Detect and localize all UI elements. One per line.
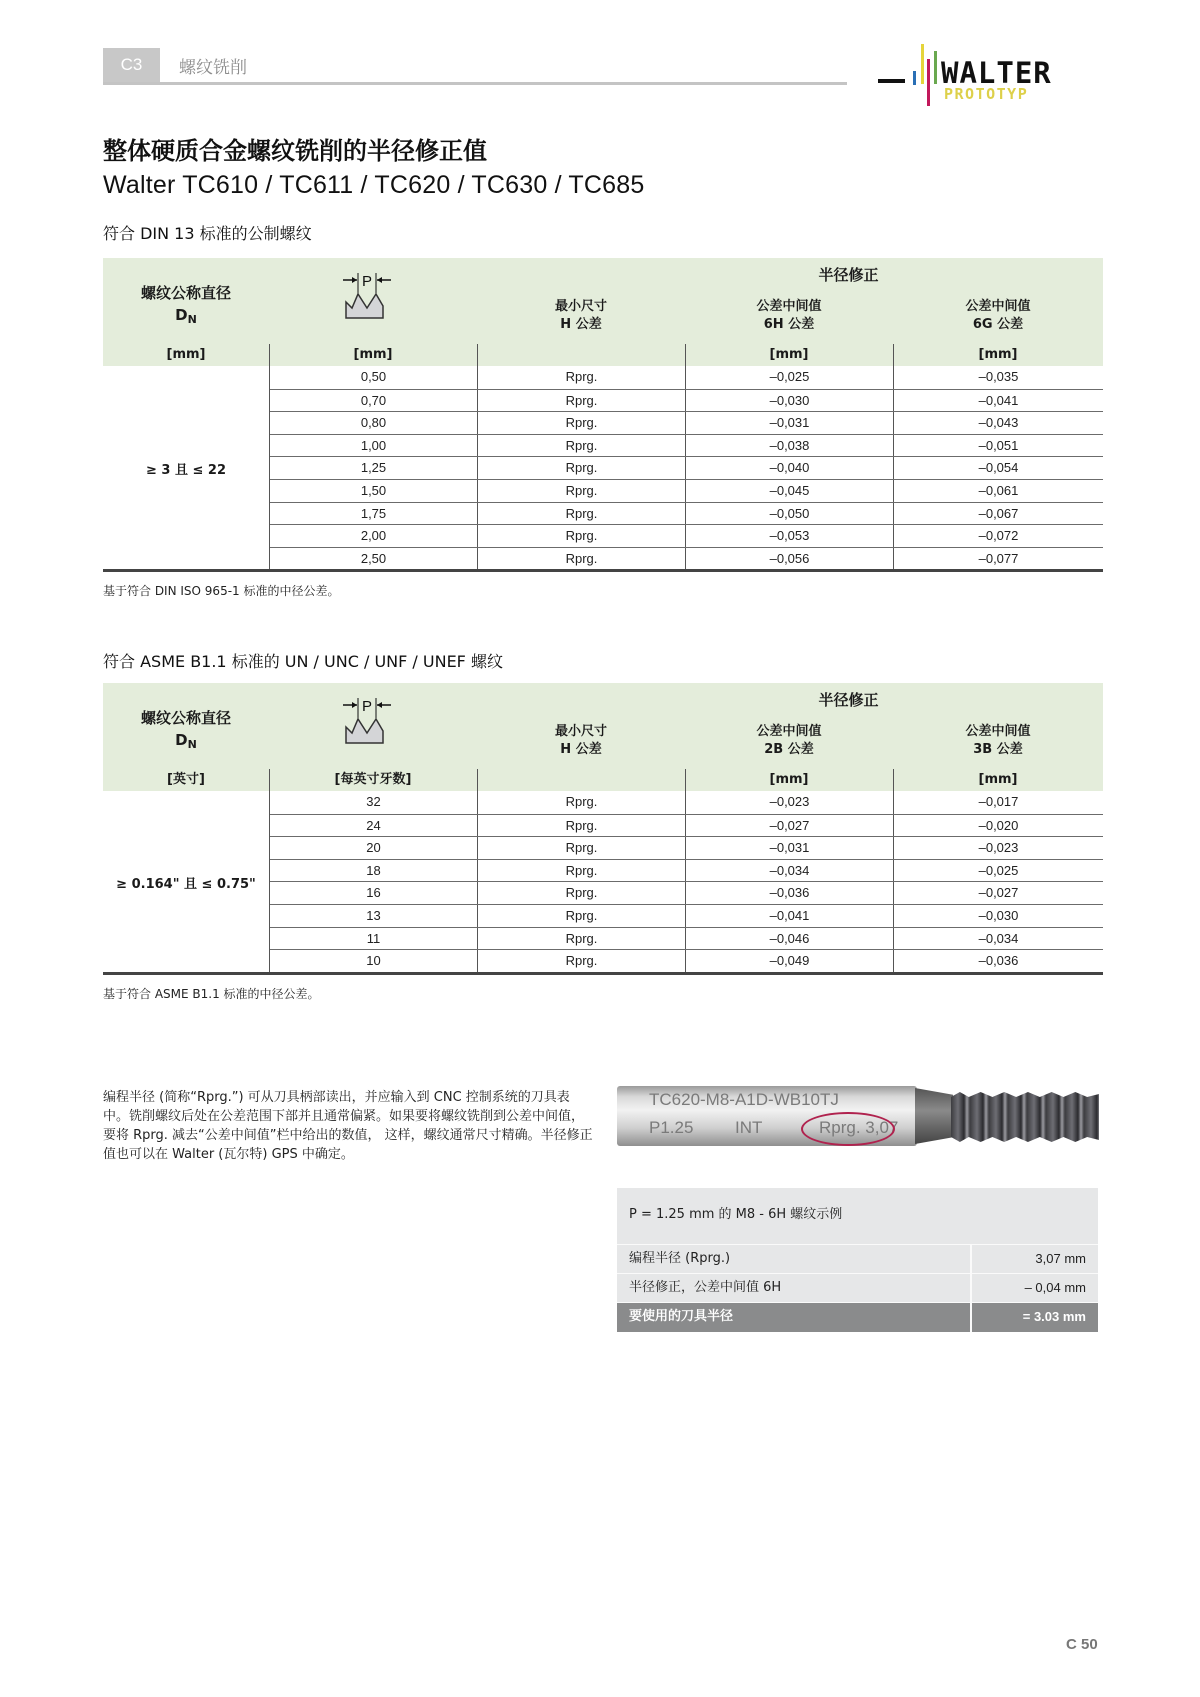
table-row: 0,70 Rprg. –0,030 –0,041 <box>270 389 1103 412</box>
col-a-unit: [mm] <box>769 347 809 362</box>
tol-mid-6h-header: 公差中间值 6H 公差 <box>756 299 822 332</box>
divider <box>893 344 894 366</box>
table-row: 1,25 Rprg. –0,040 –0,054 <box>270 456 1103 479</box>
min-size-header: 最小尺寸 H 公差 <box>554 299 607 332</box>
logo-subtext: PROTOTYP <box>944 85 1029 103</box>
asme-table-body <box>103 791 1103 975</box>
dn-symbol: $D_N$ <box>175 306 197 326</box>
dn-symbol: $D_N$ <box>175 731 197 751</box>
svg-text:P: P <box>361 273 373 290</box>
pitch-unit: [mm] <box>353 347 393 362</box>
pitch-unit: [每英寸牙数] <box>334 772 412 787</box>
thread-pitch-icon <box>341 272 393 322</box>
tol-mid-2b-header: 公差中间值 2B 公差 <box>756 724 822 757</box>
divider <box>477 769 478 791</box>
asme-section-heading: 符合 ASME B1.1 标准的 UN / UNC / UNF / UNEF 螺纹 <box>103 652 503 671</box>
din-table <box>103 258 1103 572</box>
dn-header <box>103 282 269 331</box>
divider <box>685 769 686 791</box>
logo-wordmark: WALTER <box>941 56 1052 90</box>
logo-bar-magenta <box>927 59 930 106</box>
table-row: 18 Rprg. –0,034 –0,025 <box>270 859 1103 882</box>
example-calculation-box <box>617 1188 1098 1332</box>
radius-correction-title: 半径修正 <box>818 266 879 284</box>
tool-rprg-marking: Rprg. 3,07 <box>819 1118 899 1137</box>
page-number: C 50 <box>1066 1636 1098 1653</box>
min-size-header: 最小尺寸 H 公差 <box>554 724 607 757</box>
tool-code-marking: TC620-M8-A1D-WB10TJ <box>649 1090 839 1109</box>
example-row-result: 要使用的刀具半径 = 3.03 mm <box>617 1302 1098 1332</box>
example-title: P = 1.25 mm 的 M8 - 6H 螺纹示例 <box>629 1207 843 1222</box>
chapter-title: 螺纹铣削 <box>179 58 247 78</box>
col-b-unit: [mm] <box>978 772 1018 787</box>
table-row: 2,00 Rprg. –0,053 –0,072 <box>270 524 1103 547</box>
walter-logo <box>878 44 1108 106</box>
divider <box>269 769 270 791</box>
din-table-header <box>103 258 1103 366</box>
svg-text:P: P <box>361 698 373 715</box>
table-row: 16 Rprg. –0,036 –0,027 <box>270 881 1103 904</box>
example-row-correction: 半径修正，公差中间值 6H – 0,04 mm <box>617 1273 1098 1302</box>
table-row: 11 Rprg. –0,046 –0,034 <box>270 927 1103 950</box>
table-row: 24 Rprg. –0,027 –0,020 <box>270 814 1103 837</box>
divider <box>970 1245 972 1273</box>
example-row-rprg: 编程半径 (Rprg.) 3,07 mm <box>617 1244 1098 1273</box>
divider <box>893 769 894 791</box>
thread-mill-tool-image <box>617 1084 1099 1148</box>
divider <box>970 1274 972 1302</box>
table-row: 1,75 Rprg. –0,050 –0,067 <box>270 502 1103 525</box>
dn-range-label: ≥ 0.164" 且 ≤ 0.75" <box>116 877 256 892</box>
dn-label: 螺纹公称直径 <box>140 709 231 727</box>
dn-label: 螺纹公称直径 <box>140 284 231 302</box>
logo-bar-blue <box>913 71 916 85</box>
rprg-description: 编程半径 (简称“Rprg.”) 可从刀具柄部读出，并应输入到 CNC 控制系统的刀具表中。铣削螺纹后处在公差范围下部并且通常偏紧。如果要将螺纹铣削到公差中间值，要将 Rprg. 减去“公差中间值”栏中给出的数值， 这样，螺纹通常尺寸精确。半径修正值也可以在 Walter (瓦尔特) GPS 中确定。 <box>103 1090 593 1162</box>
dn-unit: [英寸] <box>167 772 205 787</box>
asme-table-header <box>103 683 1103 791</box>
divider <box>477 344 478 366</box>
tol-mid-6g-header: 公差中间值 6G 公差 <box>965 299 1031 332</box>
logo-bar-green <box>934 51 937 84</box>
dn-unit: [mm] <box>166 347 206 362</box>
table-row: 0,50 Rprg. –0,025 –0,035 <box>270 366 1103 389</box>
chapter-code: C3 <box>103 48 160 82</box>
table-row: 10 Rprg. –0,049 –0,036 <box>270 949 1103 972</box>
table-row: 1,50 Rprg. –0,045 –0,061 <box>270 479 1103 502</box>
table-row: 32 Rprg. –0,023 –0,017 <box>270 791 1103 814</box>
divider <box>685 344 686 366</box>
asme-table <box>103 683 1103 975</box>
col-b-unit: [mm] <box>978 347 1018 362</box>
divider <box>970 1303 972 1332</box>
asme-rows <box>269 791 1103 972</box>
din-rows <box>269 366 1103 569</box>
chapter-rule <box>103 82 847 85</box>
divider <box>269 344 270 366</box>
tool-pitch-marking: P1.25 <box>649 1118 694 1137</box>
table-row: 0,80 Rprg. –0,031 –0,043 <box>270 411 1103 434</box>
dn-range-label: ≥ 3 且 ≤ 22 <box>145 463 227 478</box>
rprg-highlight-ellipse <box>801 1112 895 1146</box>
tool-neck <box>915 1088 953 1144</box>
din-table-body <box>103 366 1103 572</box>
page-subtitle: Walter TC610 / TC611 / TC620 / TC630 / TC685 <box>103 171 645 199</box>
thread-pitch-icon <box>341 697 393 747</box>
chapter-header <box>103 48 847 84</box>
page-title: 整体硬质合金螺纹铣削的半径修正值 <box>103 137 487 165</box>
table-row: 20 Rprg. –0,031 –0,023 <box>270 836 1103 859</box>
logo-dash <box>878 79 905 83</box>
logo-bar-yellow <box>921 44 924 84</box>
asme-footnote: 基于符合 ASME B1.1 标准的中径公差。 <box>103 987 320 1001</box>
table-row: 1,00 Rprg. –0,038 –0,051 <box>270 434 1103 457</box>
radius-correction-title: 半径修正 <box>818 691 879 709</box>
table-row: 13 Rprg. –0,041 –0,030 <box>270 904 1103 927</box>
tol-mid-3b-header: 公差中间值 3B 公差 <box>965 724 1031 757</box>
din-section-heading: 符合 DIN 13 标准的公制螺纹 <box>103 224 312 243</box>
tool-flutes <box>951 1092 1099 1142</box>
col-a-unit: [mm] <box>769 772 809 787</box>
table-row: 2,50 Rprg. –0,056 –0,077 <box>270 547 1103 570</box>
din-footnote: 基于符合 DIN ISO 965-1 标准的中径公差。 <box>103 584 340 598</box>
tool-type-marking: INT <box>735 1118 763 1137</box>
dn-header <box>103 707 269 756</box>
